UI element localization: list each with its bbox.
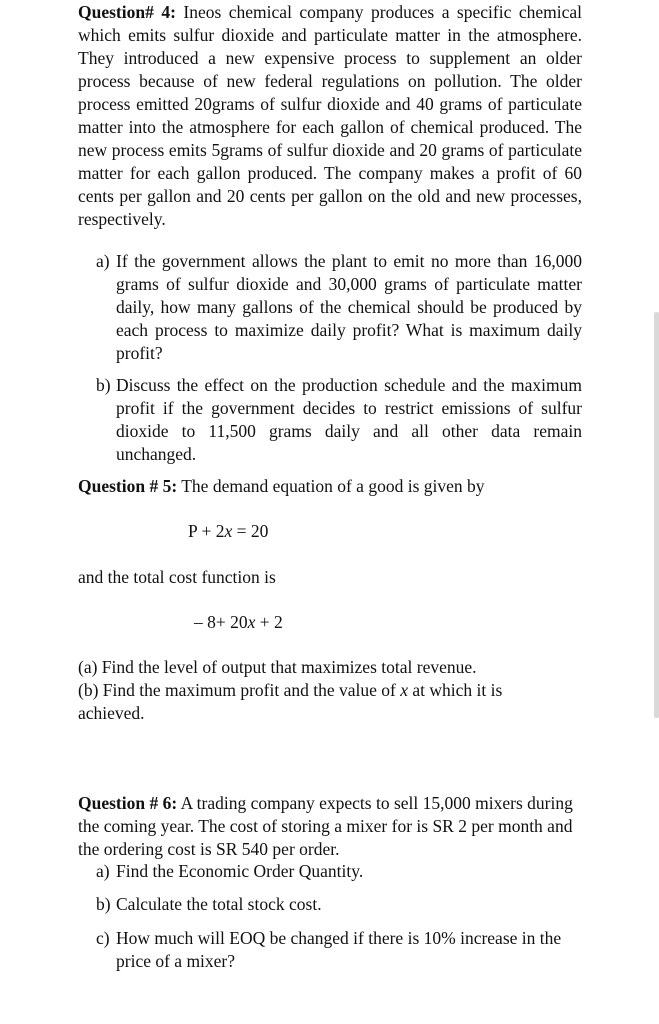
question-6-label: Question # 6: <box>78 793 178 813</box>
question-5-part-a: (a) Find the level of output that maximizes total revenue. <box>78 657 477 677</box>
vertical-scrollbar[interactable] <box>654 312 659 718</box>
question-6-part-b-marker: b) <box>96 894 111 914</box>
question-4-part-a-marker: a) <box>96 251 110 271</box>
demand-equation-left: P + 2 <box>188 521 225 541</box>
cost-equation-left: – 8+ 20 <box>194 612 248 632</box>
question-6-part-b-text: Calculate the total stock cost. <box>116 894 322 914</box>
question-5-text: The demand equation of a good is given by <box>177 476 485 496</box>
question-6-paragraph <box>78 792 578 861</box>
question-4-part-b <box>96 374 582 466</box>
question-5-label: Question # 5: <box>78 476 178 496</box>
question-5-parts <box>78 656 548 725</box>
question-6-part-c-text: How much will EOQ be changed if there is 10% increase in the price of a mixer? <box>116 928 562 971</box>
question-4-part-b-text: Discuss the effect on the production schedule and the maximum profit if the government decides to restrict emissions of sulfur dioxide to 11,500 grams daily and all other data remain unchanged. <box>116 375 582 464</box>
question-4-part-a <box>96 250 582 365</box>
question-6-part-c-marker: c) <box>96 928 110 948</box>
cost-equation-variable: x <box>247 612 256 632</box>
question-6-part-c <box>96 927 582 973</box>
question-6-text: A trading company expects to sell 15,000 mixers during the coming year. The cost of storing a mixer for is SR 2 per month and the ordering cost is SR 540 per order. <box>78 793 573 859</box>
question-5-paragraph <box>78 475 582 498</box>
cost-equation-right: + 2 <box>255 612 283 632</box>
question-4-paragraph <box>78 1 582 231</box>
demand-equation <box>188 520 268 543</box>
question-4-text: Ineos chemical company produces a specific chemical which emits sulfur dioxide and particulate matter in the atmosphere. They introduced a new expensive process to supplement an older process because of new federal regulations on pollution. The older process emitted 20grams of sulfur dioxide and 40 grams of particulate matter into the atmosphere for each gallon of chemical produced. The new process emits 5grams of sulfur dioxide and 20 grams of particulate matter for each gallon produced. The company makes a profit of 60 cents per gallon and 20 cents per gallon on the old and new processes, respectively. <box>78 2 582 229</box>
question-4-part-a-text: If the government allows the plant to emit no more than 16,000 grams of sulfur dioxide and 30,000 grams of particulate matter daily, how many gallons of the chemical should be produced by each process to maximize daily profit? What is maximum daily profit? <box>116 251 582 363</box>
question-6-part-a-text: Find the Economic Order Quantity. <box>116 861 364 881</box>
cost-equation <box>194 611 283 634</box>
question-5-part-b-text-2: at which it is achieved. <box>78 680 503 723</box>
question-4-part-b-marker: b) <box>96 375 111 395</box>
question-6-part-b <box>96 893 582 916</box>
question-4-label: Question# 4: <box>78 2 176 22</box>
cost-function-intro: and the total cost function is <box>78 567 276 587</box>
demand-equation-right: = 20 <box>232 521 269 541</box>
question-5-part-b-variable: x <box>400 680 409 700</box>
question-6-part-a-marker: a) <box>96 861 110 881</box>
question-5-part-b <box>78 679 548 725</box>
demand-equation-variable: x <box>224 521 233 541</box>
question-6-part-a <box>96 860 582 883</box>
question-5-part-b-text-1: (b) Find the maximum profit and the value of <box>78 680 401 700</box>
